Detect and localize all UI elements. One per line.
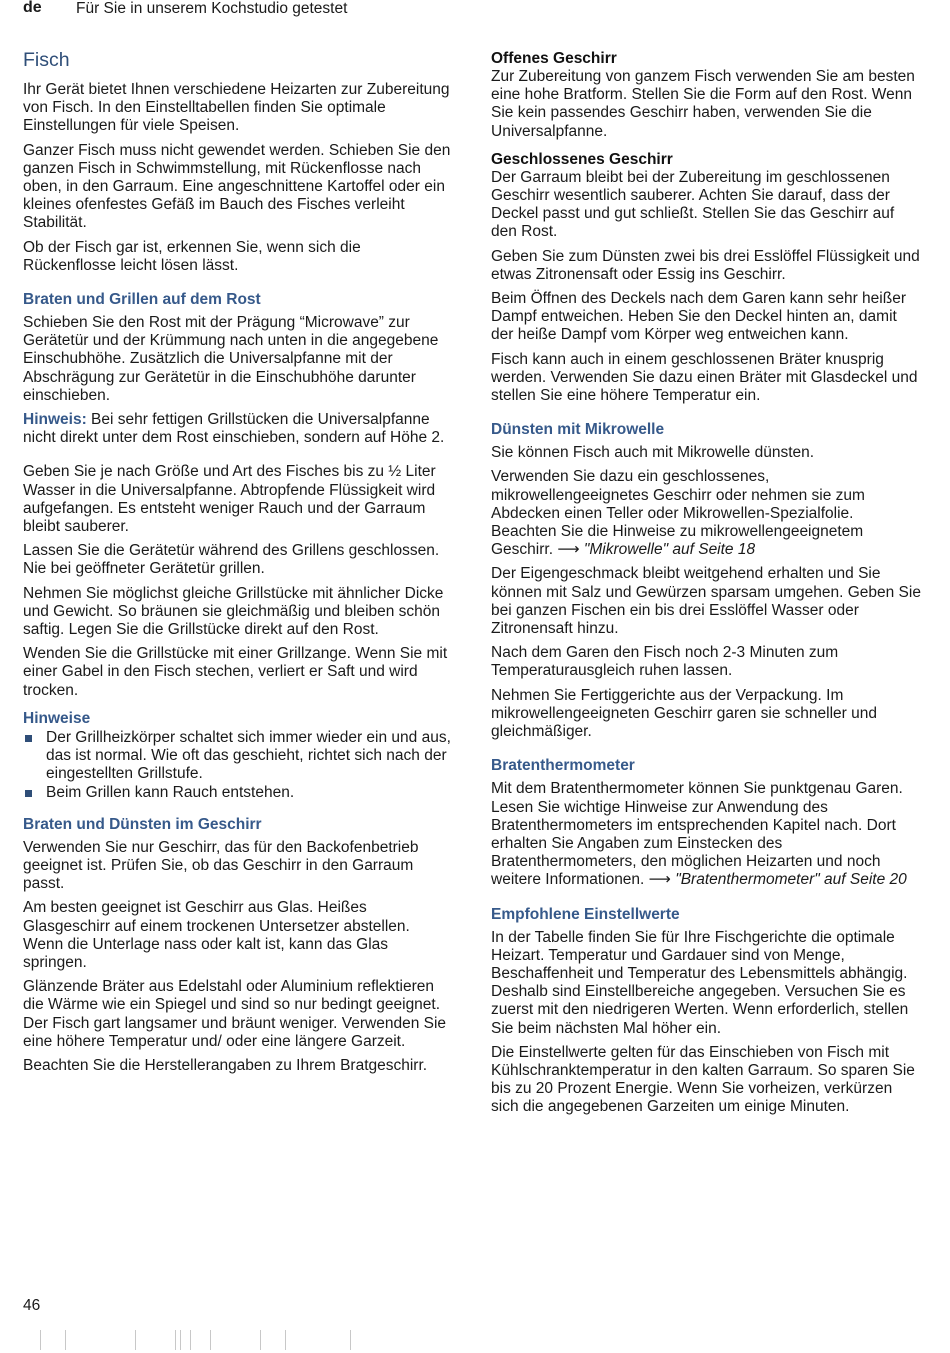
hints-list — [23, 729, 453, 802]
intro-paragraph: Ob der Fisch gar ist, erkennen Sie, wenn sich die Rückenflosse leicht lösen lässt. — [23, 238, 361, 274]
page-number: 46 — [23, 1297, 41, 1314]
section-title: Fisch — [23, 49, 70, 71]
microwave-paragraph: Nach dem Garen den Fisch noch 2-3 Minuten zum Temperaturausgleich ruhen lassen. — [491, 644, 839, 680]
dish-paragraph: Beachten Sie die Herstellerangaben zu Ihrem Bratgeschirr. — [23, 1056, 428, 1074]
open-dish-paragraph: Zur Zubereitung von ganzem Fisch verwenden Sie am besten eine hohe Bratform. Stellen Sie die Form auf den Rost. Wenn Sie kein passendes Geschirr haben, verwenden Sie die Universalpfanne. — [491, 68, 915, 140]
intro-paragraph: Ganzer Fisch muss nicht gewendet werden. Schieben Sie den ganzen Fisch in Schwimmstellung, mit Rückenflosse nach oben, in den Garraum. Eine angeschnittene Kartoffel oder ein kleines ofenfestes Gefäß im Bauch des Fisches verleiht Stabilität. — [23, 141, 451, 232]
language-code: de — [23, 0, 42, 16]
grill-paragraph: Schieben Sie den Rost mit der Prägung “Microwave” zur Gerätetür und der Krümmung nach unten in die angegebene Einschubhöhe. Zusätzlich die Universalpfanne mit der Abschrägung zur Gerätetür in die Einschubhöhe darunter einschieben. — [23, 314, 439, 404]
dish-heading: Braten und Dünsten im Geschirr — [23, 815, 262, 833]
recommended-heading: Empfohlene Einstellwerte — [491, 905, 680, 923]
grill-paragraph: Geben Sie je nach Größe und Art des Fisches bis zu ½ Liter Wasser in die Universalpfanne. Abtropfende Flüssigkeit wird aufgefangen. Es entsteht weniger Rauch und der Garraum bleibt sauberer. — [23, 463, 436, 536]
microwave-heading: Dünsten mit Mikrowelle — [491, 421, 665, 439]
closed-dish-paragraph: Der Garraum bleibt bei der Zubereitung im geschlossenen Geschirr wesentlich sauberer. Achten Sie darauf, dass der Deckel passt und gut schließt. Stellen Sie das Geschirr auf den Rost. — [491, 168, 895, 241]
left-column — [23, 48, 453, 1081]
grill-paragraph: Lassen Sie die Gerätetür während des Grillens geschlossen. Nie bei geöffneter Gerätetür grillen. — [23, 542, 440, 578]
recommended-paragraph: In der Tabelle finden Sie für Ihre Fischgerichte die optimale Heizart. Temperatur und Gardauer sind von Menge, Beschaffenheit und Temperatur des Lebensmittels abhängig. Deshalb sind Einstellbereiche angegeben. Versuchen Sie es zuerst mit den niedrigeren Werten. Wenn erforderlich, stellen Sie beim nächsten Mal höher ein. — [491, 928, 909, 1037]
cross-reference-link[interactable]: ⟶ "Mikrowelle" auf Seite 18 — [557, 541, 756, 559]
closed-dish-paragraph: Geben Sie zum Dünsten zwei bis drei Esslöffel Flüssigkeit und etwas Zitronensaft oder Essig ins Geschirr. — [491, 247, 920, 283]
grill-note — [23, 411, 453, 447]
note-label: Hinweis: — [23, 411, 87, 429]
closed-dish-paragraph: Fisch kann auch in einem geschlossenen Bräter knusprig werden. Verwenden Sie dazu einen Bräter mit Glasdeckel und stellen Sie eine höhere Temperatur ein. — [491, 350, 918, 405]
grill-paragraph: Wenden Sie die Grillstücke mit einer Grillzange. Wenn Sie mit einer Gabel in den Fisch stechen, verliert er Saft und wird trocken. — [23, 645, 448, 699]
grill-heading: Braten und Grillen auf dem Rost — [23, 291, 261, 309]
list-item: Der Grillheizkörper schaltet sich immer wieder ein und aus, das ist normal. Wie oft das geschieht, richtet sich nach der eingestellten Grillstufe. — [23, 729, 453, 784]
print-marks — [40, 1330, 440, 1350]
page-header — [0, 0, 950, 22]
note-text: Bei sehr fettigen Grillstücken die Universalpfanne nicht direkt unter dem Rost einschieben, sondern auf Höhe 2. — [23, 411, 445, 447]
microwave-paragraph: Der Eigengeschmack bleibt weitgehend erhalten und Sie können mit Salz und Gewürzen sparsam umgehen. Geben Sie bei ganzen Fischen ein bis drei Esslöffel Wasser oder Zitronensaft hinzu. — [491, 565, 921, 638]
thermometer-text: Mit dem Bratenthermometer können Sie punktgenau Garen. Lesen Sie wichtige Hinweise zur Anwendung des Bratenthermometers im entsprechenden Kapitel nach. Dort erhalten Sie Angaben zum Einstecken des Bratenthermometers, den möglichen Heizarten und noch weitere Informationen. — [491, 780, 903, 889]
microwave-paragraph: Sie können Fisch auch mit Mikrowelle dünsten. — [491, 444, 815, 462]
dish-paragraph: Glänzende Bräter aus Edelstahl oder Aluminium reflektieren die Wärme wie ein Spiegel und sind so nur bedingt geeignet. Der Fisch gart langsamer und bräunt weniger. Verwenden Sie eine höhere Temperatur und/ oder eine längere Garzeit. — [23, 978, 447, 1050]
recommended-paragraph: Die Einstellwerte gelten für das Einschieben von Fisch mit Kühlschranktemperatur in den kalten Garraum. So sparen Sie bis zu 20 Prozent Energie. Wenn Sie vorheizen, verkürzen sich die angegebenen Garzeiten um einige Minuten. — [491, 1043, 915, 1116]
microwave-paragraph — [491, 468, 921, 559]
intro-paragraph: Ihr Gerät bietet Ihnen verschiedene Heizarten zur Zubereitung von Fisch. In den Einstelltabellen finden Sie optimale Einstellungen für viele Speisen. — [23, 81, 450, 135]
dish-paragraph: Verwenden Sie nur Geschirr, das für den Backofenbetrieb geeignet ist. Prüfen Sie, ob das Geschirr in den Garraum passt. — [23, 838, 419, 893]
list-item: Beim Grillen kann Rauch entstehen. — [23, 784, 453, 802]
dish-paragraph: Am besten geeignet ist Geschirr aus Glas. Heißes Glasgeschirr auf einem trockenen Untersetzer abstellen. Wenn die Unterlage nass oder kalt ist, kann das Glas springen. — [23, 899, 410, 971]
header-title: Für Sie in unserem Kochstudio getestet — [76, 0, 348, 17]
open-dish-heading: Offenes Geschirr — [491, 50, 617, 67]
microwave-text: Verwenden Sie dazu ein geschlossenes, mikrowellengeeignetes Geschirr oder nehmen sie zum Abdecken einen Teller oder Mikrowellen-Spezialfolie. Beachten Sie die Hinweise zu mikrowellengeeignetem Geschirr. — [491, 468, 865, 559]
grill-paragraph: Nehmen Sie möglichst gleiche Grillstücke mit ähnlicher Dicke und Gewicht. So bräunen sie gleichmäßig und bleiben schön saftig. Legen Sie die Grillstücke direkt auf den Rost. — [23, 584, 444, 639]
microwave-paragraph: Nehmen Sie Fertiggerichte aus der Verpackung. Im mikrowellengeeigneten Geschirr garen sie schneller und gleichmäßiger. — [491, 686, 877, 741]
cross-reference-link[interactable]: ⟶ "Bratenthermometer" auf Seite 20 — [648, 871, 907, 889]
closed-dish-heading: Geschlossenes Geschirr — [491, 150, 673, 168]
hints-heading: Hinweise — [23, 709, 91, 727]
thermometer-heading: Bratenthermometer — [491, 757, 635, 775]
thermometer-paragraph — [491, 780, 921, 889]
right-column — [491, 50, 921, 1123]
closed-dish-paragraph: Beim Öffnen des Deckels nach dem Garen kann sehr heißer Dampf entweichen. Heben Sie den Deckel hinten an, damit der heiße Dampf vom Körper weg entweichen kann. — [491, 290, 906, 344]
